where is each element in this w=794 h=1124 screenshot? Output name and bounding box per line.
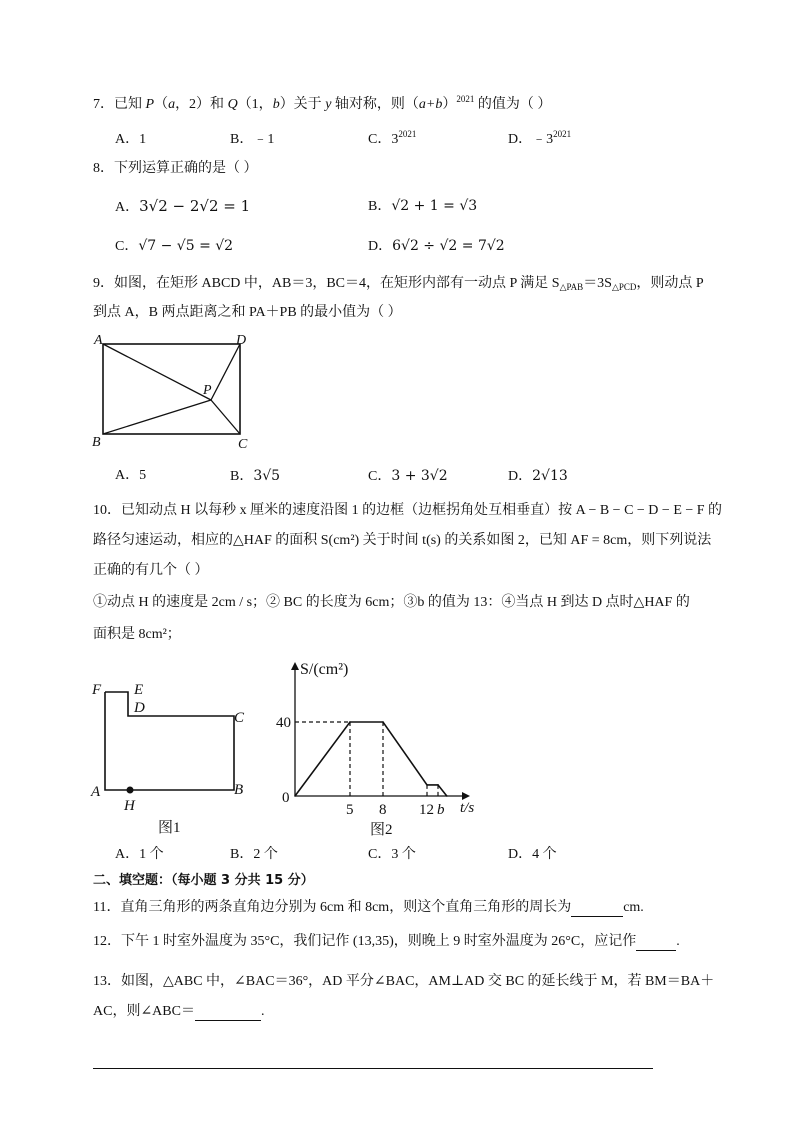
q9-option-a[interactable]: A．5 — [115, 468, 147, 483]
x-tick-label: b — [437, 802, 445, 818]
rectangle-abcd — [103, 344, 240, 434]
q10-stem-line2: 路径匀速运动，相应的△HAF 的面积 S(cm²) 关于时间 t(s) 的关系如图 2，已知 AF = 8cm，则下列说法 — [93, 533, 712, 548]
y-axis-label: S/(cm²) — [300, 661, 349, 678]
x-tick-label: 8 — [379, 802, 387, 818]
q9-option-c[interactable]: C．3 + 3√2 — [368, 468, 448, 484]
q13-stem-line2: AC，则∠ABC＝ . — [93, 1004, 265, 1019]
point-h — [127, 787, 134, 794]
label-a: A — [94, 333, 103, 348]
q10-statements-line2: 面积是 8cm²； — [93, 627, 181, 642]
q10-option-d[interactable]: D．4 个 — [508, 847, 557, 862]
q8-option-c[interactable]: C．√7 − √5 = √2 — [115, 238, 234, 254]
q13-answer-blank[interactable] — [195, 1006, 261, 1021]
x-tick-label: 12 — [419, 802, 434, 818]
q7-stem: 7．已知 P（a，2）和 Q（1，b）关于 y 轴对称，则$(a+b)^{2021}$ 的值为（ ） — [93, 94, 552, 112]
label-f: F — [92, 682, 102, 698]
y-tick-40: 40 — [276, 715, 291, 731]
footer-rule — [93, 1068, 653, 1069]
segment-pd — [211, 344, 240, 400]
q11-answer-blank[interactable] — [571, 902, 623, 917]
q9-stem-line2: 到点 A，B 两点距离之和 PA＋PB 的最小值为（ ） — [93, 305, 402, 320]
segment-pb — [103, 400, 211, 434]
data-point — [446, 795, 448, 797]
q10-option-b[interactable]: B．2 个 — [230, 847, 278, 862]
label-a: A — [91, 784, 101, 800]
y-axis-arrow-icon — [291, 662, 299, 670]
label-d: D — [134, 700, 145, 716]
series-line-s-vs-t — [295, 722, 447, 796]
x-axis-arrow-icon — [462, 792, 470, 800]
x-tick-label: 5 — [346, 802, 354, 818]
segment-pc — [211, 400, 240, 434]
q10-option-a[interactable]: A．1 个 — [115, 847, 164, 862]
q10-figure1 — [88, 672, 258, 842]
q7-option-c[interactable]: C．$3^{2021}$ — [368, 129, 417, 147]
q10-statements-line1: ①动点 H 的速度是 2cm / s；② BC 的长度为 6cm；③b 的值为 13：④当点 H 到达 D 点时△HAF 的 — [93, 595, 690, 610]
q13-stem-line1: 13．如图，△ABC 中，∠BAC＝36°，AD 平分∠BAC，AM⊥AD 交 BC 的延长线于 M，若 BM＝BA＋ — [93, 974, 715, 989]
path-frame — [105, 692, 234, 790]
q8-stem: 8．下列运算正确的是（ ） — [93, 161, 258, 176]
label-h: H — [124, 798, 135, 814]
label-e: E — [134, 682, 144, 698]
q10-option-c[interactable]: C．3 个 — [368, 847, 416, 862]
q12-stem: 12．下午 1 时室外温度为 35°C，我们记作 (13,35)，则晚上 9 时室外温度为 26°C，应记作 . — [93, 934, 680, 949]
section-title: 二、填空题：（每小题 3 分共 15 分） — [93, 873, 314, 888]
label-c: C — [234, 710, 245, 726]
label-b: B — [92, 435, 101, 450]
q9-option-d[interactable]: D．2√13 — [508, 468, 568, 484]
q8-option-b[interactable]: B．√2 + 1 = √3 — [368, 198, 478, 214]
label-p: P — [203, 383, 212, 398]
q10-figure2-chart — [270, 648, 490, 840]
label-c: C — [238, 437, 248, 452]
figure2-caption: 图2 — [370, 822, 393, 838]
origin-label: 0 — [282, 790, 290, 806]
q10-stem-line1: 10．已知动点 H 以每秒 x 厘米的速度沿图 1 的边框（边框拐角处互相垂直）按 A − B − C − D − E − F 的 — [93, 503, 723, 518]
label-b: B — [234, 782, 244, 798]
q8-option-a[interactable]: A．3√2 − 2√2 = 1 — [115, 197, 251, 215]
q10-stem-line3: 正确的有几个（ ） — [93, 563, 209, 578]
q8-option-d[interactable]: D．6√2 ÷ √2 = 7√2 — [368, 238, 505, 254]
segment-pa — [103, 344, 211, 400]
q9-stem-line1: 9．如图，在矩形 ABCD 中，AB＝3，BC＝4，在矩形内部有一动点 P 满足 $S_{\triangle PAB}=3S_{\triangle PCD}$，则动点 P — [93, 276, 704, 292]
q7-option-d[interactable]: D．$﹣3^{2021}$ — [508, 129, 572, 147]
x-axis-label: t/s — [460, 800, 475, 816]
q7-option-a[interactable]: A．1 — [115, 132, 147, 147]
q12-answer-blank[interactable] — [636, 936, 676, 951]
q9-rectangle-figure — [88, 330, 258, 454]
q7-option-b[interactable]: B．﹣1 — [230, 132, 275, 147]
figure1-caption: 图1 — [158, 820, 181, 836]
q11-stem: 11．直角三角形的两条直角边分别为 6cm 和 8cm，则这个直角三角形的周长为 cm. — [93, 900, 644, 915]
q9-option-b[interactable]: B．3√5 — [230, 468, 281, 484]
data-point — [294, 795, 296, 797]
label-d: D — [236, 333, 247, 348]
